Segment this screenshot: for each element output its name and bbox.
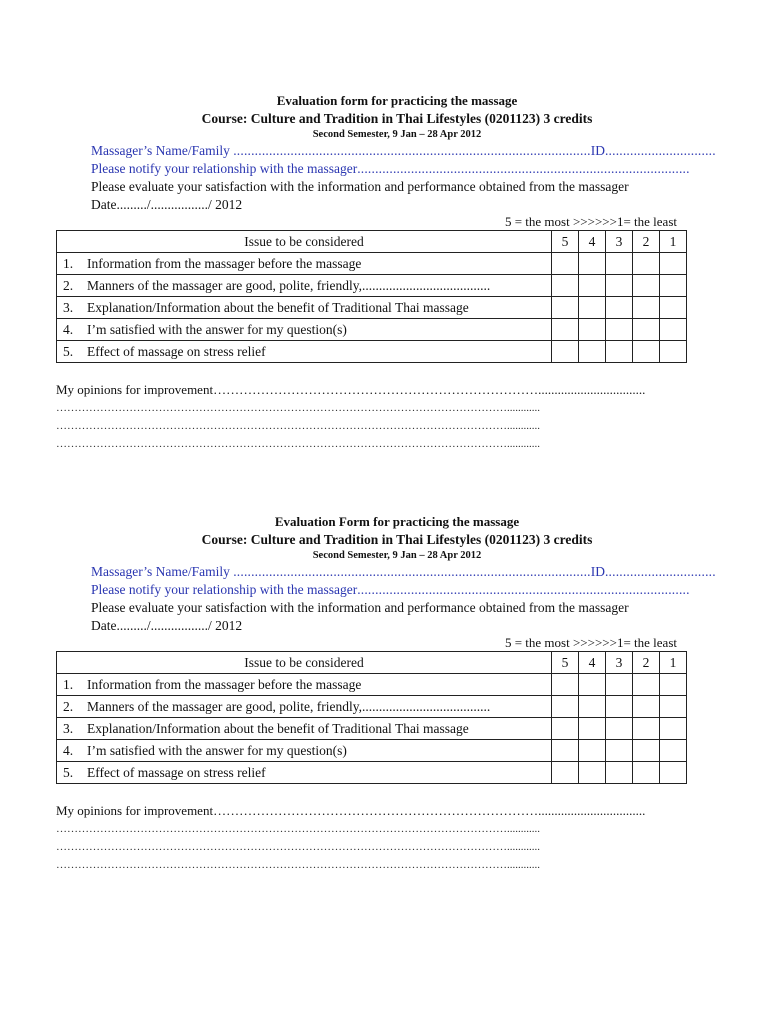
id-label: ID: [590, 564, 605, 579]
issue-cell: [57, 762, 552, 784]
score-cell-5[interactable]: [552, 319, 579, 341]
score-header-1: 1: [660, 231, 687, 253]
id-blank[interactable]: ...............................: [604, 564, 716, 579]
table-row: [57, 275, 687, 297]
score-cell-5[interactable]: [552, 674, 579, 696]
score-cell-5[interactable]: [552, 341, 579, 363]
score-cell-4[interactable]: [579, 696, 606, 718]
issue-cell: [57, 319, 552, 341]
table-row: [57, 341, 687, 363]
item-text: Information from the massager before the massage: [87, 676, 362, 692]
course-title: Course: Culture and Tradition in Thai Lifestyles (0201123) 3 credits: [201, 111, 593, 126]
massager-name-blank[interactable]: ....................................................................................................: [233, 564, 591, 579]
score-cell-3[interactable]: [606, 297, 633, 319]
score-cell-1[interactable]: [660, 718, 687, 740]
item-number: 1.: [63, 255, 74, 271]
score-cell-5[interactable]: [552, 297, 579, 319]
issue-cell: [57, 696, 552, 718]
massager-name-label: Massager’s Name/Family: [91, 143, 234, 158]
semester-line: Second Semester, 9 Jan – 28 Apr 2012: [312, 129, 482, 140]
issue-cell: [57, 740, 552, 762]
score-header-3: 3: [606, 231, 633, 253]
date-field[interactable]: Date........./................./ 2012: [91, 618, 243, 633]
form-title: Evaluation form for practicing the massage: [276, 93, 518, 108]
instruction-text: Please evaluate your satisfaction with the information and performance obtained from the massager: [91, 600, 629, 615]
item-number: 1.: [63, 676, 74, 692]
score-header-5: 5: [552, 652, 579, 674]
score-cell-2[interactable]: [633, 253, 660, 275]
table-header-row: [57, 231, 687, 253]
score-cell-1[interactable]: [660, 696, 687, 718]
score-cell-4[interactable]: [579, 319, 606, 341]
relationship-field[interactable]: [0, 581, 768, 599]
issue-cell: [57, 341, 552, 363]
table-row: [57, 297, 687, 319]
opinions-field[interactable]: My opinions for improvement………………………………………………………………….................................: [56, 382, 646, 397]
item-number: 5.: [63, 343, 74, 359]
item-text: Information from the massager before the massage: [87, 255, 362, 271]
item-number: 2.: [63, 698, 74, 714]
score-cell-5[interactable]: [552, 718, 579, 740]
id-label: ID: [590, 143, 605, 158]
score-header-5: 5: [552, 231, 579, 253]
massager-name-blank[interactable]: ....................................................................................................: [233, 143, 591, 158]
item-text: I’m satisfied with the answer for my question(s): [87, 321, 347, 337]
table-row: [57, 740, 687, 762]
massager-name-label: Massager’s Name/Family: [91, 564, 234, 579]
score-cell-1[interactable]: [660, 253, 687, 275]
score-header-1: 1: [660, 652, 687, 674]
issue-cell: [57, 297, 552, 319]
score-cell-5[interactable]: [552, 740, 579, 762]
score-cell-3[interactable]: [606, 718, 633, 740]
table-row: [57, 319, 687, 341]
massager-name-field[interactable]: [0, 563, 768, 581]
semester-line: Second Semester, 9 Jan – 28 Apr 2012: [312, 550, 482, 561]
score-cell-3[interactable]: [606, 253, 633, 275]
score-cell-1[interactable]: [660, 275, 687, 297]
score-cell-5[interactable]: [552, 762, 579, 784]
score-cell-4[interactable]: [579, 253, 606, 275]
course-title: Course: Culture and Tradition in Thai Lifestyles (0201123) 3 credits: [201, 532, 593, 547]
date-field[interactable]: Date........./................./ 2012: [91, 197, 243, 212]
id-blank[interactable]: ...............................: [604, 143, 716, 158]
score-cell-5[interactable]: [552, 253, 579, 275]
evaluation-table: [56, 651, 687, 784]
score-cell-2[interactable]: [633, 319, 660, 341]
issue-cell: [57, 718, 552, 740]
item-number: 2.: [63, 277, 74, 293]
massager-name-field[interactable]: [0, 142, 768, 160]
score-cell-3[interactable]: [606, 740, 633, 762]
opinion-line[interactable]: ……………………………………………………………………………………………………………............: [56, 420, 540, 432]
evaluation-table: [56, 230, 687, 363]
item-text: Manners of the massager are good, polite, friendly,......................................: [87, 277, 491, 293]
score-cell-5[interactable]: [552, 696, 579, 718]
score-cell-4[interactable]: [579, 297, 606, 319]
score-cell-2[interactable]: [633, 740, 660, 762]
score-cell-4[interactable]: [579, 341, 606, 363]
score-cell-4[interactable]: [579, 718, 606, 740]
scale-legend: 5 = the most >>>>>>1= the least: [504, 635, 677, 650]
item-text: Explanation/Information about the benefit of Traditional Thai massage: [87, 299, 469, 315]
opinion-line[interactable]: ……………………………………………………………………………………………………………............: [56, 841, 540, 853]
relationship-blank[interactable]: .............................................................................................: [357, 582, 690, 597]
item-number: 4.: [63, 321, 74, 337]
instruction-text: Please evaluate your satisfaction with the information and performance obtained from the massager: [91, 179, 629, 194]
score-cell-3[interactable]: [606, 762, 633, 784]
evaluation-form-1: [0, 92, 768, 453]
score-cell-1[interactable]: [660, 674, 687, 696]
item-text: Explanation/Information about the benefit of Traditional Thai massage: [87, 720, 469, 736]
issue-cell: [57, 275, 552, 297]
score-cell-1[interactable]: [660, 740, 687, 762]
score-cell-2[interactable]: [633, 275, 660, 297]
score-cell-4[interactable]: [579, 762, 606, 784]
opinion-line[interactable]: ……………………………………………………………………………………………………………............: [56, 859, 540, 871]
score-header-4: 4: [579, 231, 606, 253]
score-cell-1[interactable]: [660, 297, 687, 319]
issue-cell: [57, 253, 552, 275]
item-text: Manners of the massager are good, polite, friendly,......................................: [87, 698, 491, 714]
issue-header: Issue to be considered: [57, 231, 552, 253]
score-cell-1[interactable]: [660, 341, 687, 363]
score-cell-2[interactable]: [633, 674, 660, 696]
score-cell-3[interactable]: [606, 341, 633, 363]
opinion-line[interactable]: ……………………………………………………………………………………………………………............: [56, 438, 540, 450]
score-cell-2[interactable]: [633, 718, 660, 740]
score-cell-3[interactable]: [606, 319, 633, 341]
relationship-blank[interactable]: .............................................................................................: [357, 161, 690, 176]
item-text: Effect of massage on stress relief: [87, 764, 266, 780]
score-cell-2[interactable]: [633, 297, 660, 319]
table-row: [57, 696, 687, 718]
relationship-field[interactable]: [0, 160, 768, 178]
table-row: [57, 674, 687, 696]
relationship-label: Please notify your relationship with the massager: [91, 582, 358, 597]
item-text: I’m satisfied with the answer for my question(s): [87, 742, 347, 758]
issue-header: Issue to be considered: [57, 652, 552, 674]
score-cell-4[interactable]: [579, 740, 606, 762]
score-cell-1[interactable]: [660, 319, 687, 341]
table-row: [57, 762, 687, 784]
score-header-4: 4: [579, 652, 606, 674]
score-cell-4[interactable]: [579, 275, 606, 297]
score-cell-2[interactable]: [633, 341, 660, 363]
score-cell-4[interactable]: [579, 674, 606, 696]
item-text: Effect of massage on stress relief: [87, 343, 266, 359]
relationship-label: Please notify your relationship with the massager: [91, 161, 358, 176]
score-cell-5[interactable]: [552, 275, 579, 297]
opinion-line[interactable]: ……………………………………………………………………………………………………………............: [56, 823, 540, 835]
issue-cell: [57, 674, 552, 696]
score-header-2: 2: [633, 231, 660, 253]
opinion-line[interactable]: ……………………………………………………………………………………………………………............: [56, 402, 540, 414]
item-number: 5.: [63, 764, 74, 780]
table-row: [57, 253, 687, 275]
score-cell-2[interactable]: [633, 762, 660, 784]
score-cell-3[interactable]: [606, 674, 633, 696]
opinions-field[interactable]: My opinions for improvement………………………………………………………………….................................: [56, 803, 646, 818]
item-number: 3.: [63, 299, 74, 315]
table-row: [57, 718, 687, 740]
score-header-2: 2: [633, 652, 660, 674]
scale-legend: 5 = the most >>>>>>1= the least: [504, 214, 677, 229]
score-cell-2[interactable]: [633, 696, 660, 718]
item-number: 4.: [63, 742, 74, 758]
item-number: 3.: [63, 720, 74, 736]
table-header-row: [57, 652, 687, 674]
score-cell-1[interactable]: [660, 762, 687, 784]
form-title: Evaluation Form for practicing the massage: [274, 514, 520, 529]
evaluation-form-2: [0, 513, 768, 874]
score-cell-3[interactable]: [606, 275, 633, 297]
score-cell-3[interactable]: [606, 696, 633, 718]
score-header-3: 3: [606, 652, 633, 674]
